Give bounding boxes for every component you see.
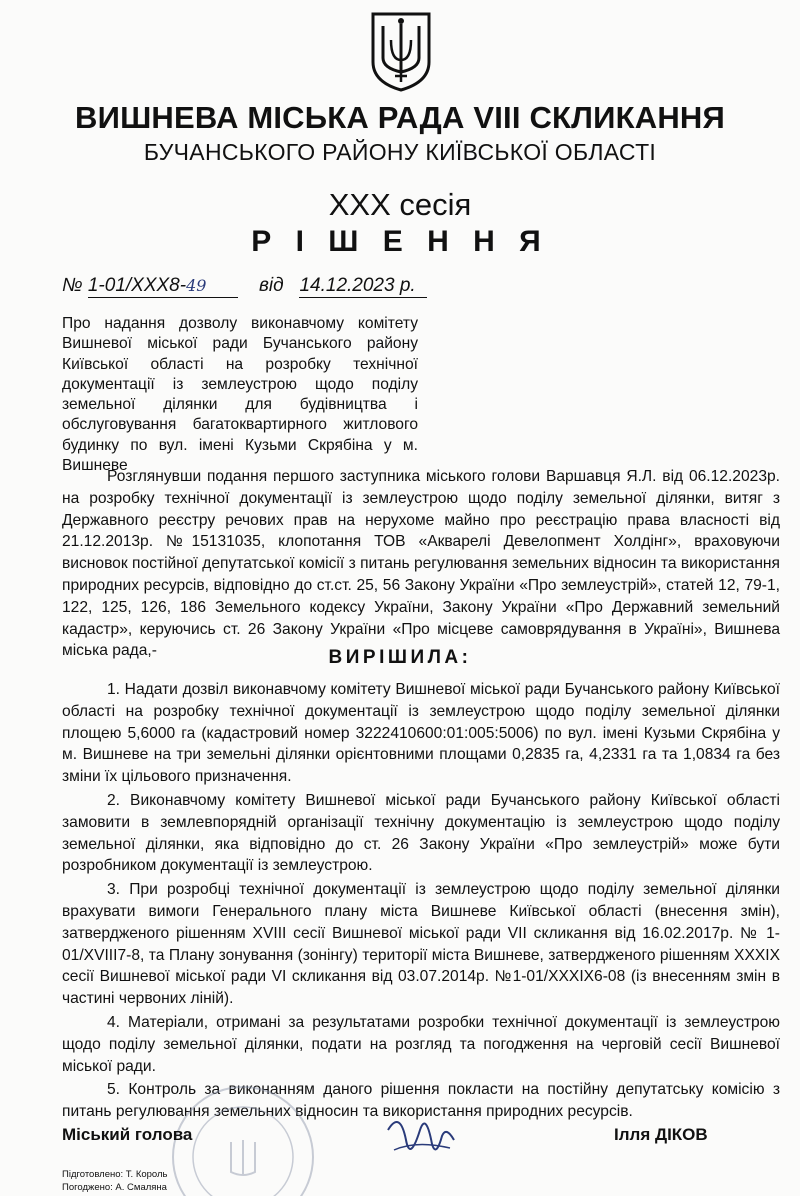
decision-item-3: 3. При розробці технічної документації із землеустрою щодо поділу земельної ділянки врахувати вимоги Генерального плану міста Вишневе Київської області (внесення змін), затвердженого рішенням XVIII сесії Вишневої міської ради VII скликання від 16.02.2017р. № 1-01/XVIII7-8, та Плану зонування (зонінгу) території міста Вишневе, затвердженого рішенням XXXIX сесії Вишневої міської ради VI скликання від 03.07.2014р. №1-01/XXXIX6-08 (із внесенням змін в частині червоних ліній). bbox=[62, 881, 780, 1008]
decision-items bbox=[62, 679, 780, 1125]
coat-of-arms-icon bbox=[369, 10, 433, 94]
mayor-name: Ілля ДІКОВ bbox=[614, 1125, 708, 1144]
council-name: ВИШНЕВА МІСЬКА РАДА VIII СКЛИКАННЯ bbox=[75, 100, 725, 135]
council-district: БУЧАНСЬКОГО РАЙОНУ КИЇВСЬКОЇ ОБЛАСТІ bbox=[143, 139, 657, 165]
decision-item-5: 5. Контроль за виконанням даного рішення покласти на постійну депутатську комісію з питань регулювання земельних відносин та використання природних ресурсів. bbox=[62, 1081, 780, 1121]
mayor-title: Міський голова bbox=[62, 1125, 193, 1144]
decision-subject: Про надання дозволу виконавчому комітету Вишневої міської ради Бучанського району Київської області на розробку технічної документації із землеустрою щодо поділу земельної ділянки для будівництва і обслуговування багатоквартирного житлового будинку по вул. імені Кузьми Скрябіна у м. Вишневе bbox=[62, 315, 418, 475]
decision-item-2: 2. Виконавчому комітету Вишневої міської ради Бучанського району Київської області замовити в землевпорядній організації технічну документацію із землеустрою щодо поділу земельної ділянки, яка відповідно до ст. 26 Закону України «Про землеустрій» може бути розробником документації із землеустрою. bbox=[62, 791, 780, 875]
session-title: XXX сесія bbox=[328, 187, 472, 222]
resolved-heading: ВИРІШИЛА: bbox=[328, 647, 472, 668]
decision-number-prefix: 1-01/XXX8- bbox=[87, 275, 187, 296]
number-label: № bbox=[62, 275, 83, 296]
prepared-by: Підготовлено: Т. Король bbox=[62, 1169, 168, 1180]
decision-number bbox=[88, 275, 238, 298]
decision-item-1: 1. Надати дозвіл виконавчому комітету Вишневої міської ради Бучанського району Київської області на розробку технічної документації із землеустрою щодо поділу земельної ділянки площею 5,6000 га (кадастровий номер 3222410600:01:005:5006) по вул. імені Кузьми Скрябіна у м. Вишневе на три земельні ділянки орієнтовними площами 0,2835 га, 4,2331 га та 1,0834 га без зміни їх цільового призначення. bbox=[62, 681, 780, 786]
decision-title: Р І Ш Е Н Н Я bbox=[251, 225, 549, 258]
preamble-text: Розглянувши подання першого заступника міського голови Варшавця Я.Л. від 06.12.2023р. на розробку технічної документації із землеустрою щодо поділу земельної ділянки, витяг з Державного реєстру речових прав на нерухоме майно про реєстрацію права власності від 21.12.2013р. №15131035, клопотання ТОВ «Акварелі Девелопмент Холдінг», враховуючи висновок постійної депутатської комісії з питань регулювання земельних відносин та використання природних ресурсів, відповідно до ст.ст. 25, 56 Закону України «Про землеустрій», статей 12, 79-1, 122, 125, 126, 186 Земельного кодексу України, Закону України «Про Державний земельний кадастр», керуючись ст. 26 Закону України «Про місцеве самоврядування в Україні», Вишнева міська рада,- bbox=[62, 468, 780, 660]
decision-item-4: 4. Матеріали, отримані за результатами розробки технічної документації із землеустрою щодо поділу земельної ділянки, подати на розгляд та погодження на черговій сесії Вишневої міської ради. bbox=[62, 1013, 780, 1075]
decision-number-handwritten: 49 bbox=[186, 276, 207, 295]
decision-number-line bbox=[62, 275, 427, 298]
agreed-by: Погоджено: А. Смаляна bbox=[62, 1182, 167, 1193]
decision-date: 14.12.2023 р. bbox=[299, 275, 427, 298]
mayor-signature bbox=[380, 1100, 460, 1170]
preamble bbox=[62, 466, 780, 662]
date-label: від bbox=[258, 275, 284, 296]
